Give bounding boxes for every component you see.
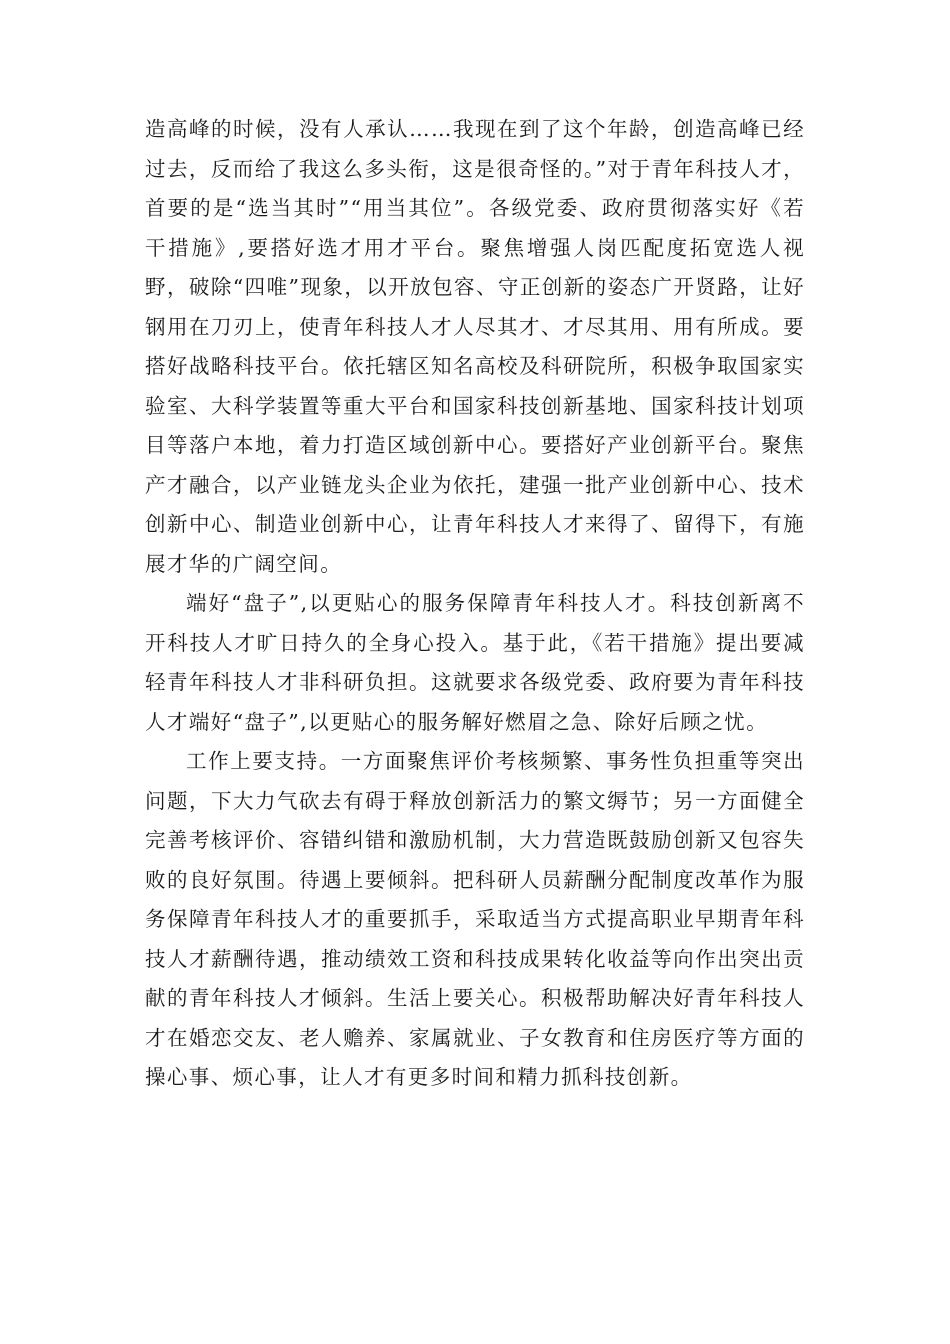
document-body [145, 110, 805, 1098]
paragraph-work-support: 工作上要支持。一方面聚焦评价考核频繁、事务性负担重等突出问题，下大力气砍去有碍于释放创新活力的繁文缛节；另一方面健全完善考核评价、容错纠错和激励机制，大力营造既鼓励创新又包容失败的良好氛围。待遇上要倾斜。把科研人员薪酬分配制度改革作为服务保障青年科技人才的重要抓手，采取适当方式提高职业早期青年科技人才薪酬待遇，推动绩效工资和科技成果转化收益等向作出突出贡献的青年科技人才倾斜。生活上要关心。积极帮助解决好青年科技人才在婚恋交友、老人赡养、家属就业、子女教育和住房医疗等方面的操心事、烦心事，让人才有更多时间和精力抓科技创新。 [145, 749, 805, 1089]
paragraph-service-guarantee: 端好“盘子”,以更贴心的服务保障青年科技人才。科技创新离不开科技人才旷日持久的全身心投入。基于此，《若干措施》提出要减轻青年科技人才非科研负担。这就要求各级党委、政府要为青年科技人才端好“盘子”,以更贴心的服务解好燃眉之急、除好后顾之忧。 [145, 591, 805, 734]
paragraph-continuation: 造高峰的时候，没有人承认……我现在到了这个年龄，创造高峰已经过去，反而给了我这么多头衔，这是很奇怪的。”对于青年科技人才，首要的是“选当其时”“用当其位”。各级党委、政府贯彻落实好《若干措施》,要搭好选才用才平台。聚焦增强人岗匹配度拓宽选人视野，破除“四唯”现象，以开放包容、守正创新的姿态广开贤路，让好钢用在刀刃上，使青年科技人才人尽其才、才尽其用、用有所成。要搭好战略科技平台。依托辖区知名高校及科研院所，积极争取国家实验室、大科学装置等重大平台和国家科技创新基地、国家科技计划项目等落户本地，着力打造区域创新中心。要搭好产业创新平台。聚焦产才融合，以产业链龙头企业为依托，建强一批产业创新中心、技术创新中心、制造业创新中心，让青年科技人才来得了、留得下，有施展才华的广阔空间。 [145, 117, 805, 576]
